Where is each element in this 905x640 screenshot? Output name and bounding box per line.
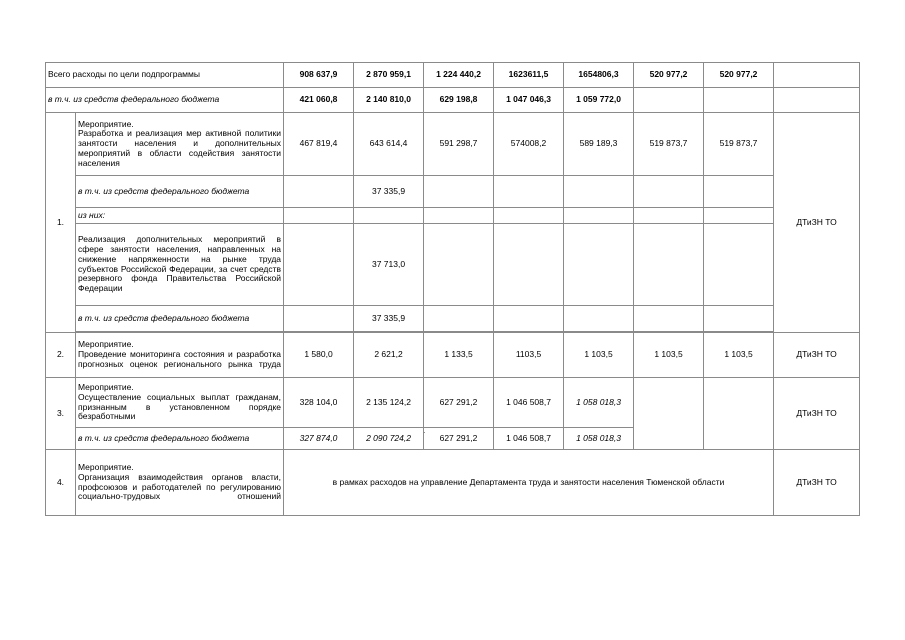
total-label: Всего расходы по цели подпрограммы (46, 63, 284, 88)
measure-value: 1103,5 (494, 333, 564, 378)
federal-total-label: в т.ч. из средств федерального бюджета (46, 88, 284, 113)
measure-title: Мероприятие. (78, 461, 134, 472)
measure-value: 1 103,5 (634, 333, 704, 378)
federal-label: в т.ч. из средств федерального бюджета (76, 428, 284, 450)
federal-value: 2 090 724,2 (354, 428, 424, 450)
executor: ДТиЗН ТО (774, 333, 860, 378)
measure-text: Проведение мониторинга состояния и разработка прогнозных оценок регионального рынка труда (78, 349, 282, 369)
federal-total-value: 421 060,8 (284, 88, 354, 113)
measure-row-4 (46, 450, 860, 516)
measure-row-2 (46, 333, 860, 378)
total-value: 1623611,5 (494, 63, 564, 88)
measure-value: 1 580,0 (284, 333, 354, 378)
federal-total-value: 1 047 046,3 (494, 88, 564, 113)
measure-title: Мероприятие. (78, 339, 134, 350)
measure-value: 574008,2 (494, 113, 564, 176)
measure-value: 519 873,7 (704, 113, 774, 176)
federal-value: 37 335,9 (354, 176, 424, 208)
sub-federal-row (46, 306, 860, 332)
sub-measure-text-content: Реализация дополнительных мероприятий в сфере занятости населения, направленных на снижение напряженности на рынке труда субъектов Российской Федерации, за счет средств резервного фонда Правительства Российской Федерации (78, 234, 282, 294)
measure-row-1 (46, 113, 860, 176)
measure-title: Мероприятие. (78, 381, 134, 392)
executor: ДТиЗН ТО (774, 113, 860, 333)
row-number: 4. (46, 450, 76, 516)
sub-measure-value: 37 713,0 (354, 224, 424, 306)
iz-nih-label: из них: (76, 208, 284, 224)
total-value: 520 977,2 (704, 63, 774, 88)
federal-total-value: 629 198,8 (424, 88, 494, 113)
measure-value: 1 103,5 (564, 333, 634, 378)
measure-value: 591 298,7 (424, 113, 494, 176)
total-value: 1654806,3 (564, 63, 634, 88)
federal-value: 327 874,0 (284, 428, 354, 450)
measure-value: 1 046 508,7 (494, 378, 564, 428)
total-executor (774, 63, 860, 88)
total-value: 908 637,9 (284, 63, 354, 88)
measure-row-3 (46, 378, 860, 428)
row-number: 1. (46, 113, 76, 333)
measure-description (76, 333, 284, 378)
row-number: 3. (46, 378, 76, 450)
executor: ДТиЗН ТО (774, 378, 860, 450)
sub-measure-text (76, 224, 284, 306)
federal-row (46, 176, 860, 208)
federal-total-row (46, 88, 860, 113)
measure-value: 519 873,7 (634, 113, 704, 176)
measure-value: 467 819,4 (284, 113, 354, 176)
total-row (46, 63, 860, 88)
measure-description (76, 450, 284, 516)
merged-note: в рамках расходов на управление Департамента труда и занятости населения Тюменской области (284, 450, 774, 516)
federal-total-value: 1 059 772,0 (564, 88, 634, 113)
sub-federal-label: в т.ч. из средств федерального бюджета (76, 306, 284, 332)
measure-value: 589 189,3 (564, 113, 634, 176)
budget-table (45, 62, 860, 516)
federal-value: 1 058 018,3 (564, 428, 634, 450)
measure-description (76, 113, 284, 176)
measure-description (76, 378, 284, 428)
federal-total-value: 2 140 810,0 (354, 88, 424, 113)
iz-nih-row (46, 208, 860, 224)
measure-value: 328 104,0 (284, 378, 354, 428)
measure-text: Осуществление социальных выплат гражданам, признанным в установленном порядке безработными (78, 391, 282, 422)
measure-title: Мероприятие. (78, 118, 134, 129)
federal-value: 1 046 508,7 (494, 428, 564, 450)
stray-dot: · (423, 428, 426, 437)
federal-value: 627 291,2 (424, 428, 494, 450)
measure-value: 643 614,4 (354, 113, 424, 176)
executor: ДТиЗН ТО (774, 450, 860, 516)
measure-value: 1 058 018,3 (564, 378, 634, 428)
measure-text: Разработка и реализация мер активной политики занятости населения и дополнительных мероприятий в области содействия занятости населения (78, 128, 282, 168)
measure-value: 1 133,5 (424, 333, 494, 378)
measure-text: Организация взаимодействия органов власти, профсоюзов и работодателей по регулированию социально-трудовых отношений (78, 471, 282, 502)
measure-value: 2 135 124,2 (354, 378, 424, 428)
total-value: 520 977,2 (634, 63, 704, 88)
measure-value: 627 291,2 (424, 378, 494, 428)
total-value: 2 870 959,1 (354, 63, 424, 88)
row-number: 2. (46, 333, 76, 378)
sub-measure-row (46, 224, 860, 306)
measure-value: 2 621,2 (354, 333, 424, 378)
federal-label: в т.ч. из средств федерального бюджета (76, 176, 284, 208)
sub-federal-value: 37 335,9 (354, 306, 424, 332)
total-value: 1 224 440,2 (424, 63, 494, 88)
measure-value: 1 103,5 (704, 333, 774, 378)
